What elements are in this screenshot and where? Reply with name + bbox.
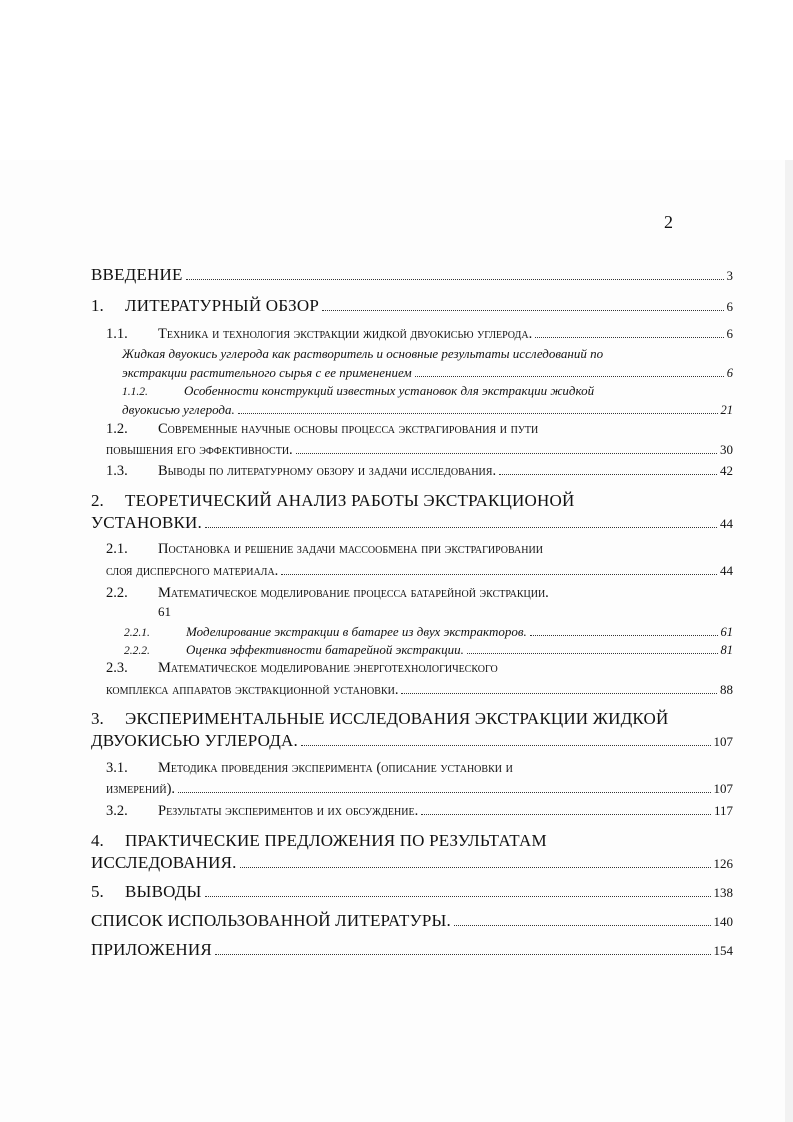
scan-right-edge [785,160,793,1122]
toc-entry-subsection-1-1-2-line2[interactable] [122,402,733,418]
toc-leader-dots [205,517,717,528]
toc-leader-dots [421,803,711,815]
toc-page: 30 [720,442,733,458]
toc-title: Моделирование экстракции в батарее из двух экстракторов. [186,624,527,639]
toc-entry-subsection-2-2-2[interactable] [124,642,733,658]
toc-number: 4. [91,831,104,850]
toc-title-continued: экстракции растительного сырья с ее применением [122,365,412,380]
toc-page: 88 [720,682,733,698]
toc-title: Техника и технология экстракции жидкой двуокисью углерода. [158,326,533,343]
toc-title: ВЫВОДЫ [125,882,202,901]
toc-page: 6 [726,366,733,380]
toc-title: Математическое моделирование энерготехнологического [158,660,498,676]
toc-entry-section-2-1-line1[interactable] [106,541,733,558]
toc-leader-dots [215,944,711,955]
toc-entry-subsection-2-2-1[interactable] [124,624,733,640]
toc-title-continued: ИССЛЕДОВАНИЯ. [91,853,237,872]
toc-title: Результаты экспериментов и их обсуждение. [158,803,419,820]
toc-number: 2.2.1. [124,627,150,639]
toc-title: Особенности конструкций известных установок для экстракции жидкой [184,383,595,398]
toc-title: Современные научные основы процесса экстрагирования и пути [158,421,539,437]
toc-number: 1.1.2. [122,386,148,398]
toc-page: 44 [720,563,733,579]
toc-leader-dots [205,886,711,897]
toc-entry-chapter-3-line2[interactable] [91,731,733,751]
toc-leader-dots [301,735,711,746]
toc-entry-chapter-5[interactable] [91,882,733,902]
toc-entry-section-3-1-line1[interactable] [106,760,733,777]
scan-top-margin [0,0,793,160]
toc-page: 3 [726,268,733,283]
toc-title-continued: ДВУОКИСЬЮ УГЛЕРОДА. [91,731,298,750]
toc-number: 2.3. [106,660,128,676]
toc-page: 44 [720,516,733,531]
toc-page: 6 [726,326,733,342]
toc-page: 81 [720,643,733,657]
toc-page: 140 [713,914,733,929]
toc-leader-dots [401,682,717,694]
toc-entry-chapter-2-line1[interactable] [91,491,733,511]
toc-number: 1.2. [106,421,128,437]
toc-title-continued: комплекса аппаратов экстракционной установки. [106,682,399,699]
toc-leader-dots [499,463,717,475]
toc-page: 138 [713,885,733,900]
toc-title-continued: измерений). [106,781,176,798]
toc-entry-section-1-1[interactable] [106,326,733,343]
toc-entry-section-1-2-line1[interactable] [106,421,733,438]
toc-entry-chapter-4-line1[interactable] [91,831,733,851]
toc-entry-chapter-1[interactable] [91,296,733,316]
toc-entry-subsection-1-1-1-line1[interactable] [122,346,733,362]
toc-number: 5. [91,882,104,901]
toc-page: 117 [713,803,733,819]
toc-leader-dots [240,857,711,868]
toc-title-continued: двуокисью углерода. [122,402,235,417]
page-number: 2 [664,212,673,232]
toc-title: ВВЕДЕНИЕ [91,265,183,284]
toc-entry-section-2-3-line1[interactable] [106,660,733,677]
toc-leader-dots [238,403,718,414]
toc-number: 2.2.2. [124,645,150,657]
toc-title-continued: слоя дисперсного материала. [106,563,279,580]
toc-page: 6 [726,299,733,314]
toc-entry-chapter-2-line2[interactable] [91,513,733,533]
toc-entry-section-2-2-page[interactable] [106,604,733,620]
toc-leader-dots [454,915,711,926]
toc-entry-references[interactable] [91,911,733,931]
toc-entry-section-2-3-line2[interactable] [106,682,733,699]
toc-leader-dots [530,625,718,636]
toc-title: Оценка эффективности батарейной экстракции. [186,642,464,657]
toc-title: СПИСОК ИСПОЛЬЗОВАННОЙ ЛИТЕРАТУРЫ. [91,911,451,930]
toc-title: Постановка и решение задачи массообмена при экстрагировании [158,541,543,557]
toc-page: 107 [713,781,733,797]
toc-title: ПРИЛОЖЕНИЯ [91,940,212,959]
toc-title: Выводы по литературному обзору и задачи исследования. [158,463,497,480]
toc-page: 21 [720,403,733,417]
toc-entry-section-3-1-line2[interactable] [106,781,733,798]
toc-entry-appendix[interactable] [91,940,733,960]
toc-leader-dots [322,300,723,311]
toc-leader-dots [178,781,710,793]
toc-entry-section-2-1-line2[interactable] [106,563,733,580]
toc-title: ПРАКТИЧЕСКИЕ ПРЕДЛОЖЕНИЯ ПО РЕЗУЛЬТАТАМ [125,831,547,850]
toc-title-continued: УСТАНОВКИ. [91,513,202,532]
toc-number: 1. [91,296,104,315]
toc-entry-chapter-3-line1[interactable] [91,709,733,729]
toc-leader-dots [281,563,717,575]
toc-number: 3.1. [106,760,128,776]
toc-number: 1.1. [106,326,128,343]
toc-page: 42 [720,463,733,479]
toc-number: 2. [91,491,104,510]
toc-leader-dots [186,269,724,280]
toc-leader-dots [296,442,717,454]
toc-number: 1.3. [106,463,128,480]
toc-title: ЛИТЕРАТУРНЫЙ ОБЗОР [125,296,320,315]
toc-entry-section-1-2-line2[interactable] [106,442,733,459]
toc-entry-section-2-2[interactable] [106,585,733,602]
toc-title: Жидкая двуокись углерода как растворитель и основные результаты исследований по [122,346,604,361]
toc-leader-dots [415,366,724,377]
toc-title: Математическое моделирование процесса батарейной экстракции. [158,585,549,601]
toc-title: ТЕОРЕТИЧЕСКИЙ АНАЛИЗ РАБОТЫ ЭКСТРАКЦИОНОЙ [125,491,575,510]
toc-number: 3. [91,709,104,728]
toc-leader-dots [467,643,718,654]
toc-title-continued: повышения его эффективности. [106,442,293,459]
toc-number: 3.2. [106,803,128,820]
toc-entry-section-1-3[interactable] [106,463,733,480]
toc-number: 2.1. [106,541,128,557]
toc-page: 61 [158,604,171,619]
toc-entry-introduction[interactable] [91,265,733,285]
toc-leader-dots [535,326,723,338]
toc-entry-section-3-2[interactable] [106,803,733,820]
toc-title: ЭКСПЕРИМЕНТАЛЬНЫЕ ИССЛЕДОВАНИЯ ЭКСТРАКЦИИ ЖИДКОЙ [125,709,669,728]
toc-page: 61 [720,625,733,639]
toc-page: 154 [713,943,733,958]
toc-number: 2.2. [106,585,128,601]
toc-entry-subsection-1-1-2-line1[interactable] [122,383,733,399]
toc-entry-chapter-4-line2[interactable] [91,853,733,873]
toc-page: 126 [713,856,733,871]
toc-page: 107 [713,734,733,749]
toc-entry-subsection-1-1-1-line2[interactable] [122,365,733,381]
toc-title: Методика проведения эксперимента (описание установки и [158,760,513,776]
